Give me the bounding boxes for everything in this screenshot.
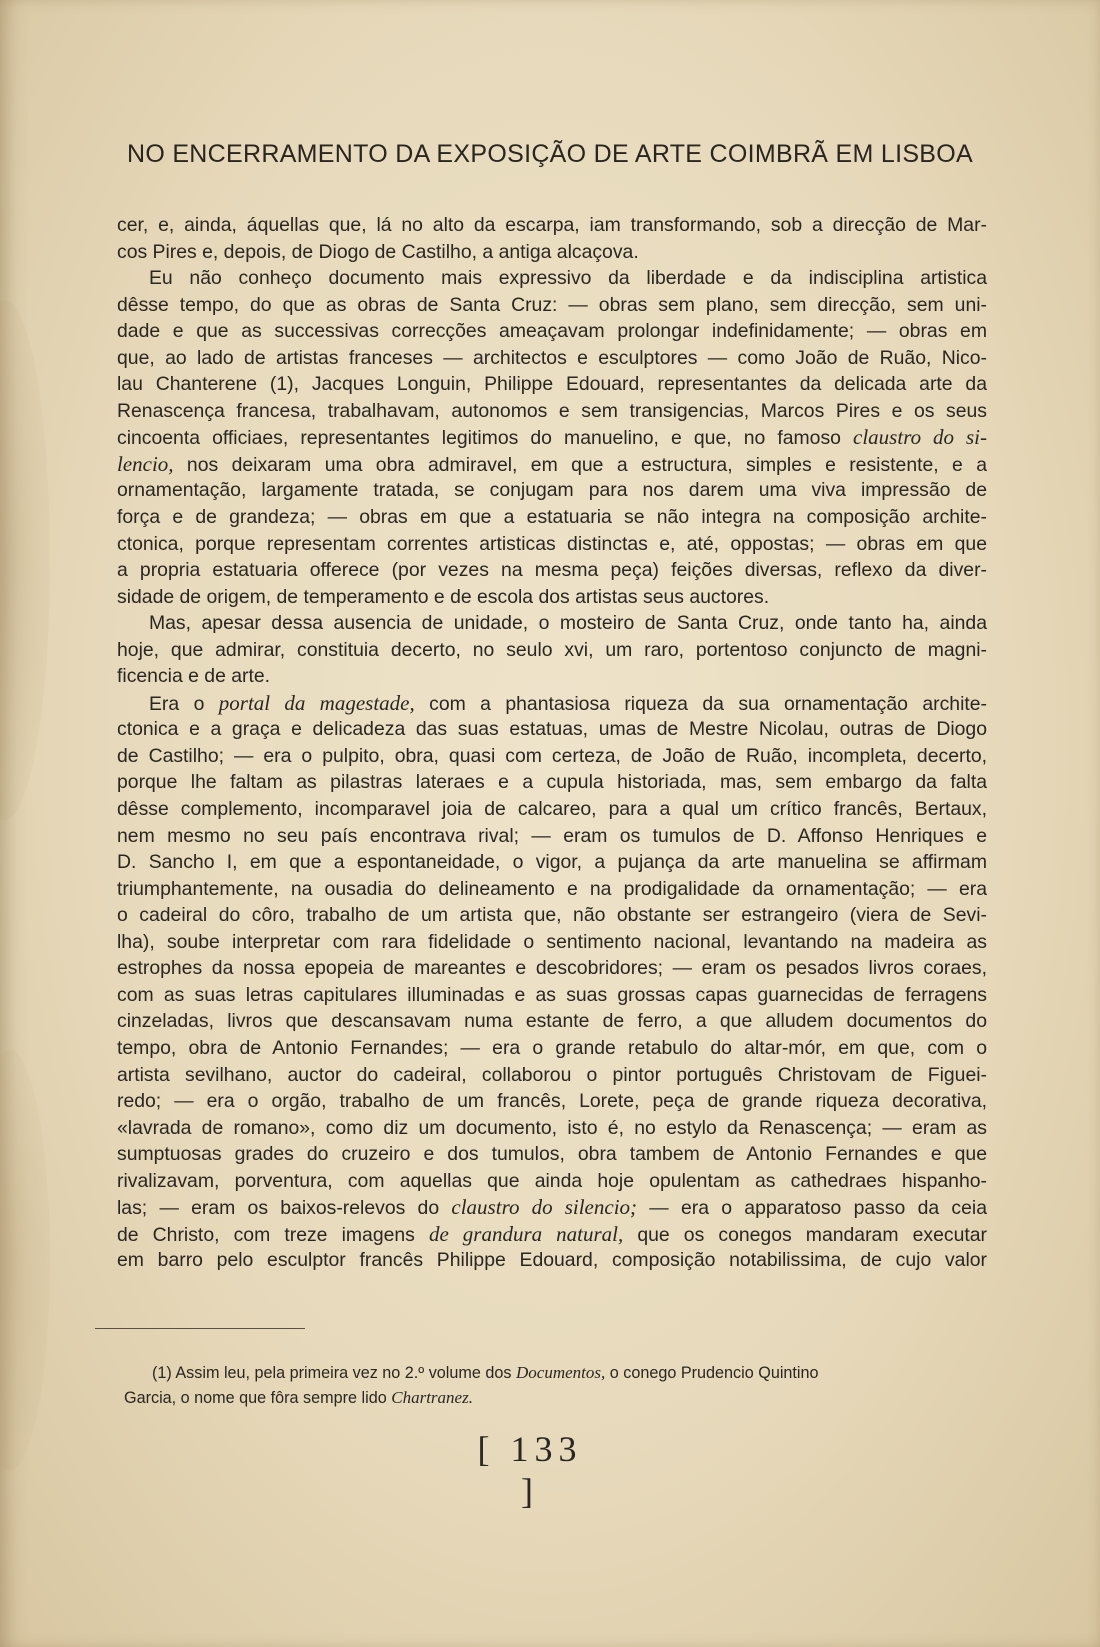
text-line	[117, 1008, 987, 1035]
text-run: ctonica e a graça e delicadeza das suas estatuas, umas de Mestre Nicolau, outras de Diogo	[117, 718, 987, 741]
text-line	[117, 982, 987, 1009]
text-line	[117, 584, 987, 611]
text-run: D. Sancho I, em que a espontaneidade, o vigor, a pujança da arte manuelina se affirmam	[117, 851, 987, 874]
text-run: dêsse complemento, incomparavel joia de calcareo, para a qual um crítico francês, Bertaux,	[117, 798, 987, 821]
text-run: sumptuosas grades do cruzeiro e dos tumulos, obra tambem de Antonio Fernandes e que	[117, 1143, 987, 1166]
text-run: las; — eram os baixos-relevos do	[117, 1197, 452, 1220]
text-line	[117, 637, 987, 664]
text-run: dêsse tempo, do que as obras de Santa Cruz: — obras sem plano, sem direcção, sem uni-	[117, 293, 987, 316]
text-line	[117, 424, 987, 451]
text-run: triumphantemente, na ousadia do delineamento e na prodigalidade da ornamentação; — era	[117, 877, 987, 900]
text-line	[117, 477, 987, 504]
text-run: Renascença francesa, trabalhavam, autonomos e sem transigencias, Marcos Pires e os seus	[117, 399, 987, 422]
paper-stain	[0, 300, 50, 820]
text-line	[117, 212, 987, 239]
text-run: Eu não conheço documento mais expressivo da liberdade e da indisciplina artistica	[149, 267, 987, 290]
text-line	[117, 1115, 987, 1142]
text-line	[117, 371, 987, 398]
text-run: estrophes da nossa epopeia de mareantes e descobridores; — eram os pesados livros coraes,	[117, 957, 987, 980]
italic-text: claustro do si-	[853, 425, 987, 450]
text-line	[117, 716, 987, 743]
text-line	[117, 610, 987, 637]
text-run: com a phantasiosa riqueza da sua ornamentação archite-	[414, 692, 988, 715]
text-line	[117, 1194, 987, 1221]
text-run: sidade de origem, de temperamento e de escola dos artistas seus auctores.	[117, 585, 770, 608]
italic-text: lencio,	[117, 451, 174, 476]
text-run: rivalizavam, porventura, com aquellas que ainda hoje opulentam as cathedraes hispanho-	[117, 1169, 987, 1192]
footnote-line	[152, 1361, 984, 1386]
text-run: cinzeladas, livros que descansavam numa estante de ferro, a que alludem documentos do	[117, 1010, 987, 1033]
text-run: de Christo, com treze imagens	[117, 1223, 429, 1246]
page-number: [ 133 ]	[477, 1429, 583, 1511]
text-run: tempo, obra de Antonio Fernandes; — era o grande retabulo do altar-mór, em que, com o	[117, 1036, 987, 1059]
text-line	[117, 557, 987, 584]
text-run: força e de grandeza; — obras em que a estatuaria se não integra na composição archite-	[117, 506, 987, 529]
text-run: Garcia, o nome que fôra sempre lido	[124, 1388, 392, 1407]
text-line	[117, 1221, 987, 1248]
text-run: cer, e, ainda, áquellas que, lá no alto da escarpa, iam transformando, sob a direcção de Mar-	[117, 214, 987, 236]
text-line	[117, 451, 987, 478]
text-run: de Castilho; — era o pulpito, obra, quasi com certeza, de João de Ruão, incompleta, decerto,	[117, 744, 987, 767]
text-line	[117, 292, 987, 319]
text-line	[117, 663, 987, 690]
text-run: hoje, que admirar, constituia decerto, no seulo xvi, um raro, portentoso conjuncto de magni-	[117, 638, 987, 661]
text-run: (1) Assim leu, pela primeira vez no 2.º volume dos	[152, 1364, 516, 1382]
footnote	[124, 1361, 984, 1410]
text-run: com as suas letras capitulares illuminadas e as suas grossas capas guarnecidas de ferragens	[117, 983, 987, 1006]
text-line	[117, 504, 987, 531]
text-run: nem mesmo no seu país encontrava rival; — eram os tumulos de D. Affonso Henriques e	[117, 824, 987, 847]
text-line	[117, 902, 987, 929]
italic-text: Chartranez.	[391, 1387, 473, 1407]
text-line	[117, 239, 987, 266]
text-run: o cadeiral do côro, trabalho de um artista que, não obstante ser estrangeiro (viera de Sevi-	[117, 904, 987, 927]
text-run: dade e que as successivas correcções ameaçavam prolongar indefinidamente; — obras em	[117, 320, 987, 343]
text-run: Mas, apesar dessa ausencia de unidade, o mosteiro de Santa Cruz, onde tanto ha, ainda	[149, 612, 987, 635]
paper-stain	[0, 1050, 50, 1470]
text-line	[117, 876, 987, 903]
text-line	[117, 398, 987, 425]
text-run: nos deixaram uma obra admiravel, em que a estructura, simples e resistente, e a	[173, 453, 987, 476]
text-run: a propria estatuaria offerece (por vezes na mesma peça) feições diversas, reflexo da diver-	[117, 559, 987, 582]
text-run: — era o apparatoso passo da ceia	[637, 1197, 987, 1220]
text-line	[117, 823, 987, 850]
italic-text: portal da magestade,	[218, 690, 415, 715]
footnote-rule	[95, 1328, 305, 1329]
text-line	[117, 929, 987, 956]
italic-text: Documentos,	[516, 1363, 606, 1382]
text-run: que os conegos mandaram executar	[623, 1223, 987, 1246]
text-run: cos Pires e, depois, de Diogo de Castilho, a antiga alcaçova.	[117, 240, 639, 263]
text-line	[117, 1141, 987, 1168]
italic-text: de grandura natural,	[428, 1221, 624, 1246]
text-line	[117, 690, 987, 717]
text-run: lha), soube interpretar com rara fidelidade o sentimento nacional, levantando na madeira as	[117, 930, 987, 953]
text-run: redo; — era o orgão, trabalho de um francês, Lorete, peça de grande riqueza decorativa,	[117, 1090, 987, 1113]
text-line	[117, 345, 987, 372]
text-line	[117, 1088, 987, 1115]
text-line	[117, 1062, 987, 1089]
text-line	[117, 1247, 987, 1274]
text-line	[117, 743, 987, 770]
text-line	[117, 265, 987, 292]
text-run: em barro pelo esculptor francês Philippe Edouard, composição notabilissima, de cujo valor	[117, 1249, 987, 1272]
footnote-line	[124, 1386, 984, 1411]
text-line	[117, 318, 987, 345]
text-line	[117, 849, 987, 876]
text-run: cincoenta officiaes, representantes legitimos do manuelino, e que, no famoso	[117, 427, 854, 450]
text-line	[117, 1035, 987, 1062]
text-run: lau Chanterene (1), Jacques Longuin, Philippe Edouard, representantes da delicada arte da	[117, 373, 987, 396]
text-run: porque lhe faltam as pilastras lateraes e a cupula historiada, mas, sem embargo da falta	[117, 771, 987, 794]
text-run: «lavrada de romano», como diz um documento, isto é, no estylo da Renascença; — eram as	[117, 1116, 987, 1139]
text-run: artista sevilhano, auctor do cadeiral, collaborou o pintor português Christovam de Figuei-	[117, 1063, 987, 1086]
text-run: que, ao lado de artistas franceses — architectos e esculptores — como João de Ruão, Nico-	[117, 346, 987, 369]
body-text	[117, 212, 987, 1274]
text-line	[117, 769, 987, 796]
running-title: NO ENCERRAMENTO DA EXPOSIÇÃO DE ARTE COIMBRÃ EM LISBOA	[126, 140, 973, 168]
text-run: Era o	[149, 692, 219, 715]
text-line	[117, 531, 987, 558]
italic-text: claustro do silencio;	[451, 1195, 638, 1220]
text-run: ficencia e de arte.	[117, 665, 271, 688]
text-line	[117, 796, 987, 823]
text-line	[117, 955, 987, 982]
text-run: ctonica, porque representam correntes artisticas distinctas e, até, oppostas; — obras em que	[117, 532, 987, 555]
text-run: ornamentação, largamente tratada, se conjugam para nos darem uma viva impressão de	[117, 479, 987, 502]
text-run: o conego Prudencio Quintino	[605, 1364, 819, 1382]
text-line	[117, 1168, 987, 1195]
